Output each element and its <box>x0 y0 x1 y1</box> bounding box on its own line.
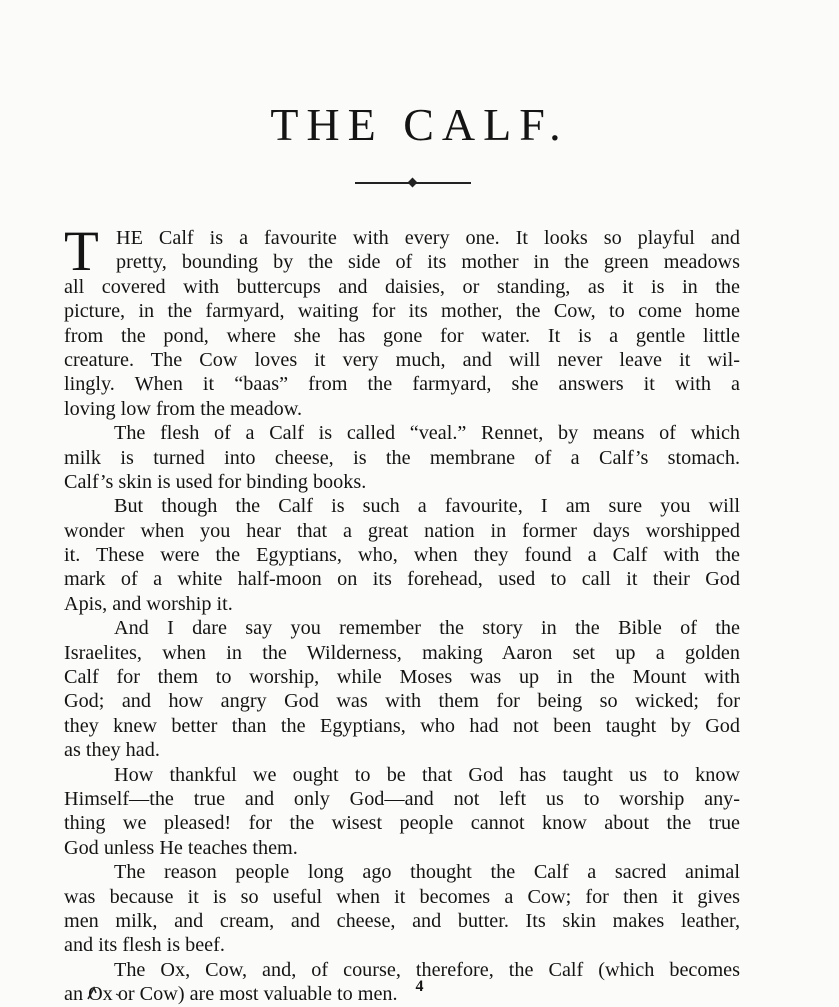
text-line: milk is turned into cheese, is the membrane of a Calf’s stomach. <box>64 446 740 469</box>
text-line: pretty, bounding by the side of its mother in the green meadows <box>116 251 740 274</box>
text-line: from the pond, where she has gone for water. It is a gentle little <box>64 324 740 347</box>
drop-cap: T <box>64 220 99 283</box>
ink-mark-icon <box>86 984 126 1000</box>
text-line: The reason people long ago thought the Calf a sacred animal <box>114 861 740 884</box>
text-line: wonder when you hear that a great nation in former days worshipped <box>64 519 740 542</box>
page-number: 4 <box>415 978 424 995</box>
text-line: Apis, and worship it. <box>64 592 233 615</box>
text-line: picture, in the farmyard, waiting for its mother, the Cow, to come home <box>64 300 740 323</box>
text-line: loving low from the meadow. <box>64 397 303 420</box>
text-line: creature. The Cow loves it very much, and will never leave it wil- <box>64 348 740 371</box>
text-line: lingly. When it “baas” from the farmyard, she answers it with a <box>64 373 740 396</box>
text-line: But though the Calf is such a favourite, I am sure you will <box>114 495 740 518</box>
text-line: and its flesh is beef. <box>64 934 225 957</box>
text-line: The flesh of a Calf is called “veal.” Rennet, by means of which <box>114 422 740 445</box>
text-line: And I dare say you remember the story in the Bible of the <box>114 617 740 640</box>
text-line: Himself—the true and only God—and not left us to worship any- <box>64 787 740 810</box>
text-line: was because it is so useful when it becomes a Cow; for then it gives <box>64 885 740 908</box>
text-line: thing we pleased! for the wisest people cannot know about the true <box>64 812 740 835</box>
text-line: The Ox, Cow, and, of course, therefore, the Calf (which becomes <box>114 958 740 981</box>
text-line: an Ox or Cow) are most valuable to men. <box>64 983 398 1006</box>
text-line: HE Calf is a favourite with every one. It looks so playful and <box>116 227 740 249</box>
text-line: Calf for them to worship, while Moses was up in the Mount with <box>64 666 740 689</box>
text-line: mark of a white half-moon on its forehead, used to call it their God <box>64 568 740 591</box>
body-text <box>64 220 740 1007</box>
text-line: they knew better than the Egyptians, who had not been taught by God <box>64 714 740 737</box>
text-line: it. These were the Egyptians, who, when they found a Calf with the <box>64 544 740 567</box>
text-line: God; and how angry God was with them for being so wicked; for <box>64 690 740 713</box>
page-title: THE CALF. <box>270 99 569 150</box>
text-line: God unless He teaches them. <box>64 836 298 859</box>
text-line: How thankful we ought to be that God has taught us to know <box>114 763 740 786</box>
text-line: Israelites, when in the Wilderness, making Aaron set up a golden <box>64 641 740 664</box>
title-ornament <box>355 178 471 188</box>
text-line: Calf’s skin is used for binding books. <box>64 470 367 493</box>
ornament-diamond-icon <box>408 178 418 188</box>
text-line: men milk, and cream, and cheese, and butter. Its skin makes leather, <box>64 909 740 932</box>
text-line: as they had. <box>64 739 160 762</box>
text-line: all covered with buttercups and daisies, or standing, as it is in the <box>64 275 740 298</box>
